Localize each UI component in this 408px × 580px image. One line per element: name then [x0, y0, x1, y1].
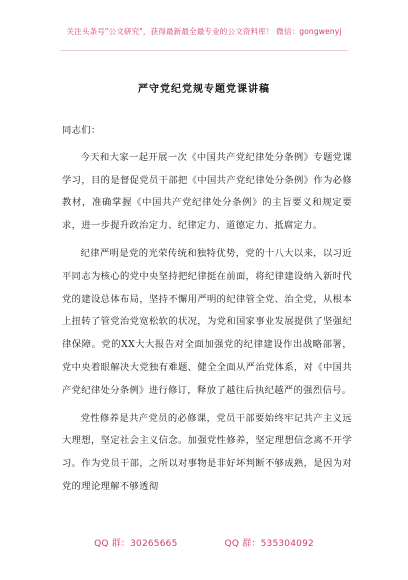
footer-qq-group-2: QQ 群：535304092: [224, 539, 314, 549]
paragraph-3: 党性修养是共产党员的必修课，党员干部要始终牢记共产主义远大理想，坚定社会主义信念。加强党性修养，坚定理想信念离不开学习。作为党员干部，之所以对事物是非好坏判断不够成熟，是因为对党的理论理解不够透彻: [62, 412, 352, 492]
header-divider: [60, 50, 348, 51]
paragraph-2: 纪律严明是党的光荣传统和独特优势，党的十八大以来，以习近平同志为核心的党中央坚持把纪律挺在前面，将纪律建设纳入新时代党的建设总体布局，坚持不懈用严明的纪律管全党、治全党，从根本上扭转了管党治党宽松软的状况，为党和国家事业发展提供了坚强纪律保障。党的XX大大报告对全面加强党的纪律建设作出战略部署，党中央着眼解决大党独有难题、健全全面从严治党体系，对《中国共产党纪律处分条例》进行修订，释放了越往后执纪越严的强烈信号。: [62, 247, 352, 396]
page-footer: [0, 536, 408, 549]
document-body: [62, 120, 352, 504]
footer-qq-group-1: QQ 群：30265665: [94, 539, 178, 549]
page-header-promo: 关注头条号"公文研究"，获得最新最全最专业的公文资料库！ 微信：gongwenyj: [66, 27, 342, 36]
paragraph-1: 今天和大家一起开展一次《中国共产党纪律处分条例》专题党课学习，目的是督促党员干部把《中国共产党纪律处分条例》作为必修教材，准确掌握《中国共产党纪律处分条例》的主旨要义和规定要求，进一步提升政治定力、纪律定力、道德定力、抵腐定力。: [62, 151, 352, 232]
salutation: 同志们：: [62, 125, 101, 136]
document-title: 严守党纪党规专题党课讲稿: [138, 84, 270, 95]
